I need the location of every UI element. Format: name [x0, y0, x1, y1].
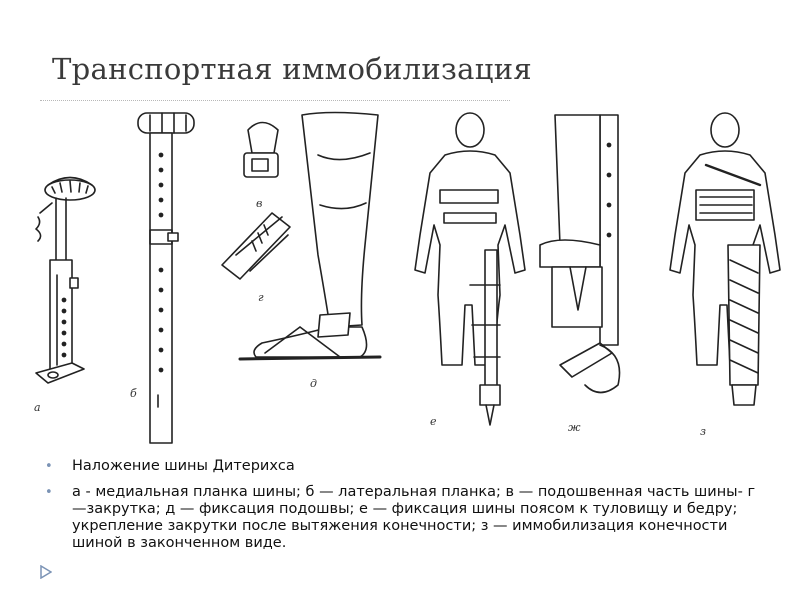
- figure-immobilized-drawing: [670, 113, 780, 405]
- bullet-text: а - медиальная планка шины; б — латеральная планка; в — подошвенная часть шины- г —закрутка; д — фиксация подошвы; е — фиксация шины поясом к туловищу и бедру; укрепление закрутки после вытяжения конечности; з — иммобилизация конечности шиной в законченном виде.: [72, 484, 756, 551]
- triangle-right-icon[interactable]: [40, 565, 52, 579]
- bullet-text: Наложение шины Дитерихса: [72, 458, 295, 474]
- sole-part-drawing: [244, 123, 278, 178]
- label-v: в: [256, 197, 263, 210]
- label-b: б: [130, 387, 137, 400]
- bullet-dot-icon: •: [45, 459, 53, 474]
- dieterichs-splint-illustration: [0, 95, 800, 445]
- figure-splint-side-drawing: [415, 113, 525, 425]
- lateral-plank-drawing: [138, 113, 194, 443]
- label-d: д: [310, 377, 317, 390]
- slide-title: Транспортная иммобилизация: [52, 52, 532, 86]
- label-z: з: [700, 425, 706, 438]
- label-e: е: [430, 415, 437, 428]
- bullet-item: [42, 458, 762, 475]
- twist-closeup-drawing: [540, 115, 620, 393]
- label-a: а: [34, 401, 41, 414]
- label-g: г: [258, 291, 264, 304]
- medial-plank-drawing: [36, 178, 95, 384]
- bullet-dot-icon: •: [45, 485, 53, 500]
- description-bullets: [42, 458, 762, 561]
- label-zh: ж: [568, 421, 581, 434]
- twist-stick-drawing: [222, 213, 290, 279]
- bullet-item: [42, 484, 762, 552]
